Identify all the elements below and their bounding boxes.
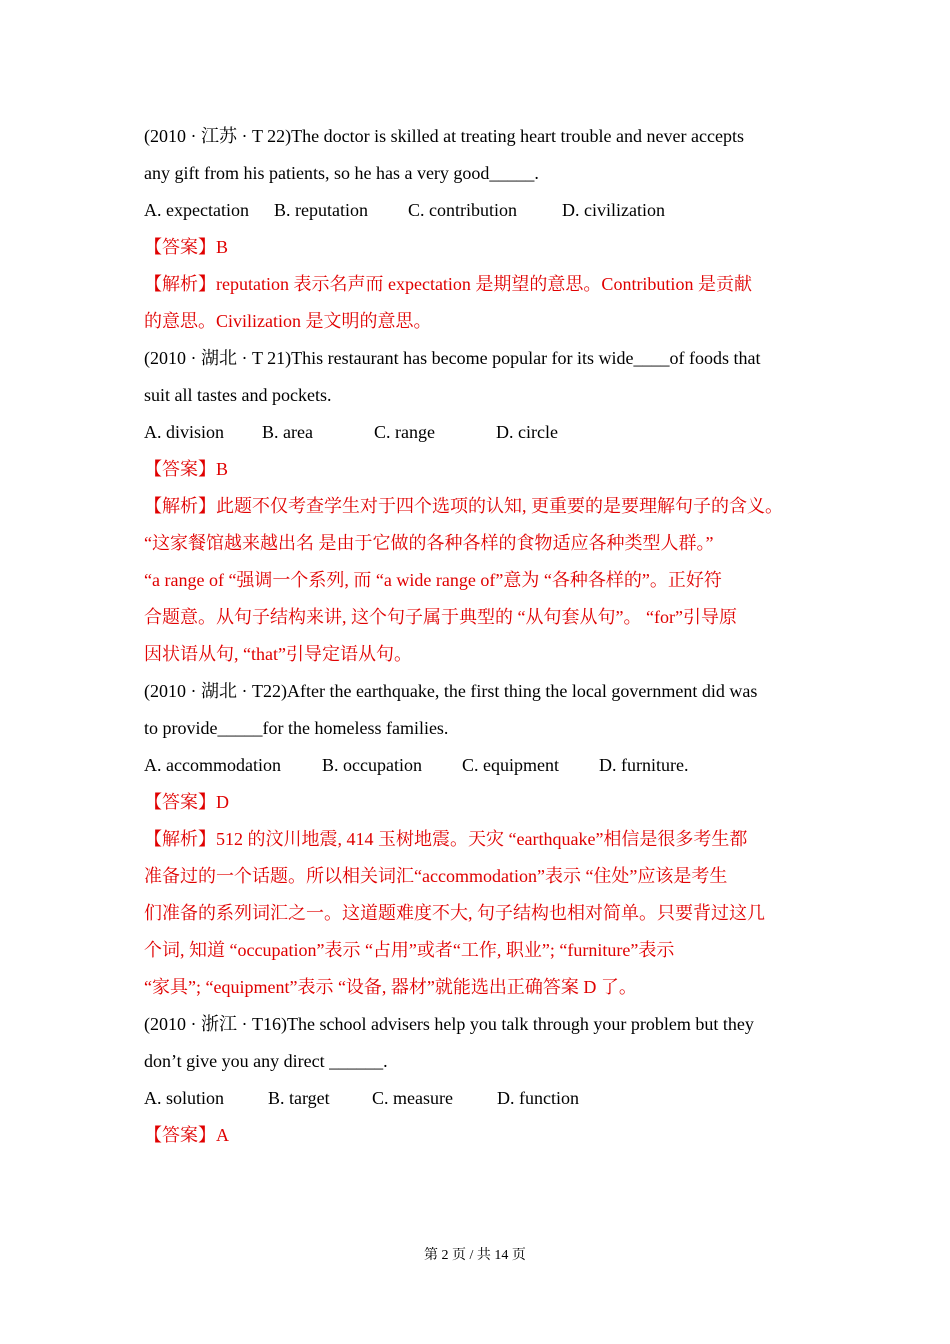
- question-stem: any gift from his patients, so he has a very good_____.: [144, 163, 539, 183]
- option: A. expectation: [144, 200, 249, 220]
- options-row: [144, 414, 808, 451]
- question-block: [144, 340, 808, 673]
- analysis-line: 个词, 知道 “occupation”表示 “占用”或者“工作, 职业”; “furniture”表示: [144, 940, 675, 960]
- analysis-line: 【解析】reputation 表示名声而 expectation 是期望的意思。Contribution 是贡献: [144, 274, 752, 294]
- analysis-line: “家具”; “equipment”表示 “设备, 器材”就能选出正确答案 D 了。: [144, 977, 637, 997]
- question-stem: (2010 · 湖北 · T22)After the earthquake, the first thing the local government did was: [144, 681, 758, 701]
- answer: 【答案】D: [144, 792, 229, 812]
- question-stem: (2010 · 江苏 · T 22)The doctor is skilled at treating heart trouble and never accepts: [144, 126, 744, 146]
- analysis-line: 合题意。从句子结构来讲, 这个句子属于典型的 “从句套从句”。 “for”引导原: [144, 607, 737, 627]
- question-stem: (2010 · 浙江 · T16)The school advisers help you talk through your problem but they: [144, 1014, 754, 1034]
- question-stem: (2010 · 湖北 · T 21)This restaurant has become popular for its wide____of foods that: [144, 348, 761, 368]
- page-footer: 第 2 页 / 共 14 页: [424, 1248, 526, 1263]
- options-row: [144, 192, 808, 229]
- options-row: [144, 1080, 808, 1117]
- option: C. equipment: [462, 755, 559, 775]
- option: A. solution: [144, 1088, 225, 1108]
- question-block: [144, 1006, 808, 1154]
- option: B. reputation: [274, 200, 368, 220]
- analysis-line: 【解析】此题不仅考查学生对于四个选项的认知, 更重要的是要理解句子的含义。: [144, 496, 783, 516]
- option: D. function: [497, 1088, 579, 1108]
- answer: 【答案】A: [144, 1125, 229, 1145]
- option: C. measure: [372, 1088, 453, 1108]
- analysis-line: “这家餐馆越来越出名 是由于它做的各种各样的食物适应各种类型人群。”: [144, 533, 714, 553]
- analysis-line: “a range of “强调一个系列, 而 “a wide range of”意为 “各种各样的”。正好符: [144, 570, 722, 590]
- question-block: [144, 118, 808, 340]
- option: D. furniture.: [599, 755, 689, 775]
- option: B. area: [262, 422, 313, 442]
- option: B. occupation: [322, 755, 422, 775]
- answer: 【答案】B: [144, 459, 229, 479]
- options-row: [144, 747, 808, 784]
- question-stem: to provide_____for the homeless families.: [144, 718, 449, 738]
- question-block: [144, 673, 808, 1006]
- answer: 【答案】B: [144, 237, 229, 257]
- option: D. civilization: [562, 200, 665, 220]
- option: A. division: [144, 422, 225, 442]
- document-body: [144, 118, 808, 1154]
- analysis-line: 准备过的一个话题。所以相关词汇“accommodation”表示 “住处”应该是考生: [144, 866, 728, 886]
- option: A. accommodation: [144, 755, 281, 775]
- question-stem: suit all tastes and pockets.: [144, 385, 332, 405]
- option: C. contribution: [408, 200, 517, 220]
- option: C. range: [374, 422, 435, 442]
- analysis-line: 【解析】512 的汶川地震, 414 玉树地震。天灾 “earthquake”相信是很多考生都: [144, 829, 748, 849]
- option: D. circle: [496, 422, 558, 442]
- question-stem: don’t give you any direct ______.: [144, 1051, 388, 1071]
- analysis-line: 的意思。Civilization 是文明的意思。: [144, 311, 432, 331]
- analysis-line: 们准备的系列词汇之一。这道题难度不大, 句子结构也相对简单。只要背过这几: [144, 903, 765, 923]
- analysis-line: 因状语从句, “that”引导定语从句。: [144, 644, 412, 664]
- option: B. target: [268, 1088, 330, 1108]
